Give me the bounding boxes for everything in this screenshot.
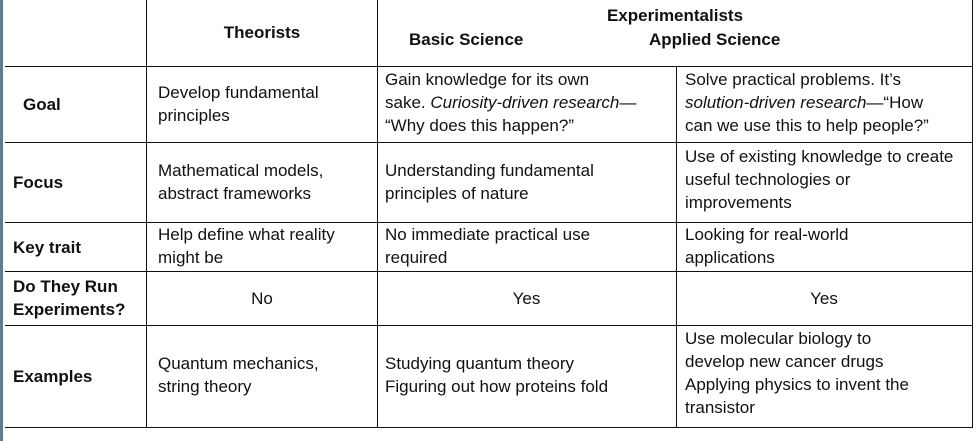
goal-theorists: Develop fundamental principles	[158, 83, 319, 125]
goal-basic-text: sake.	[385, 93, 431, 112]
comparison-table	[5, 0, 973, 430]
grid-line	[676, 66, 677, 428]
key-trait-applied: Looking for real-world applications	[685, 225, 849, 267]
goal-basic-emphasis: Curiosity-driven research	[430, 93, 620, 112]
examples-applied-line-4: transistor	[685, 398, 755, 417]
examples-applied-line-3: Applying physics to invent the	[685, 375, 909, 394]
grid-line	[5, 271, 973, 272]
examples-basic-line-1: Studying quantum theory	[385, 354, 575, 373]
examples-basic	[385, 352, 675, 398]
experiments-applied: Yes	[810, 289, 838, 308]
goal-applied-text: —“How	[866, 93, 924, 112]
goal-basic-line-1: Gain knowledge for its own	[385, 70, 590, 89]
goal-applied-line-1: Solve practical problems. It’s	[685, 70, 902, 89]
row-label-examples: Examples	[13, 367, 93, 386]
grid-line	[377, 0, 378, 428]
grid-line	[146, 0, 147, 428]
examples-theorists-line-1: Quantum mechanics,	[158, 354, 319, 373]
key-trait-basic: No immediate practical use required	[385, 225, 591, 267]
examples-applied	[685, 327, 970, 419]
grid-line	[5, 66, 973, 67]
experiments-basic: Yes	[512, 289, 541, 308]
key-trait-theorists: Help define what reality might be	[158, 225, 335, 267]
grid-line	[972, 0, 973, 428]
examples-theorists-line-2: string theory	[158, 377, 252, 396]
focus-theorists: Mathematical models, abstract frameworks	[158, 161, 324, 203]
header-theorists: Theorists	[223, 23, 301, 42]
grid-line	[5, 142, 973, 143]
row-label-experiments	[13, 275, 145, 321]
goal-basic-line-2	[385, 91, 675, 114]
row-label-key-trait: Key trait	[13, 238, 82, 257]
header-experimentalists: Experimentalists	[606, 6, 744, 25]
examples-applied-line-1: Use molecular biology to	[685, 329, 872, 348]
header-applied-science: Applied Science	[649, 30, 781, 49]
left-accent-bar	[0, 0, 3, 441]
grid-line	[5, 325, 973, 326]
experiments-label-line-2: Experiments?	[13, 300, 126, 319]
grid-line	[5, 427, 973, 428]
goal-applied-line-3: can we use this to help people?”	[685, 116, 929, 135]
goal-basic-dash: —	[619, 93, 637, 112]
goal-applied	[685, 68, 975, 137]
row-label-focus: Focus	[13, 173, 64, 192]
goal-applied-emphasis: solution-driven research	[685, 93, 867, 112]
header-basic-science: Basic Science	[409, 30, 524, 49]
experiments-label-line-1: Do They Run	[13, 277, 118, 296]
goal-basic-line-3: “Why does this happen?”	[385, 116, 574, 135]
examples-theorists	[158, 352, 373, 398]
examples-applied-line-2: develop new cancer drugs	[685, 352, 884, 371]
goal-applied-line-2	[685, 91, 975, 114]
row-label-goal: Goal	[23, 95, 61, 114]
examples-basic-line-2: Figuring out how proteins fold	[385, 377, 609, 396]
experiments-theorists: No	[251, 289, 273, 308]
goal-basic	[385, 68, 675, 137]
focus-applied: Use of existing knowledge to create useful technologies or improvements	[685, 147, 954, 212]
focus-basic: Understanding fundamental principles of nature	[385, 161, 594, 203]
